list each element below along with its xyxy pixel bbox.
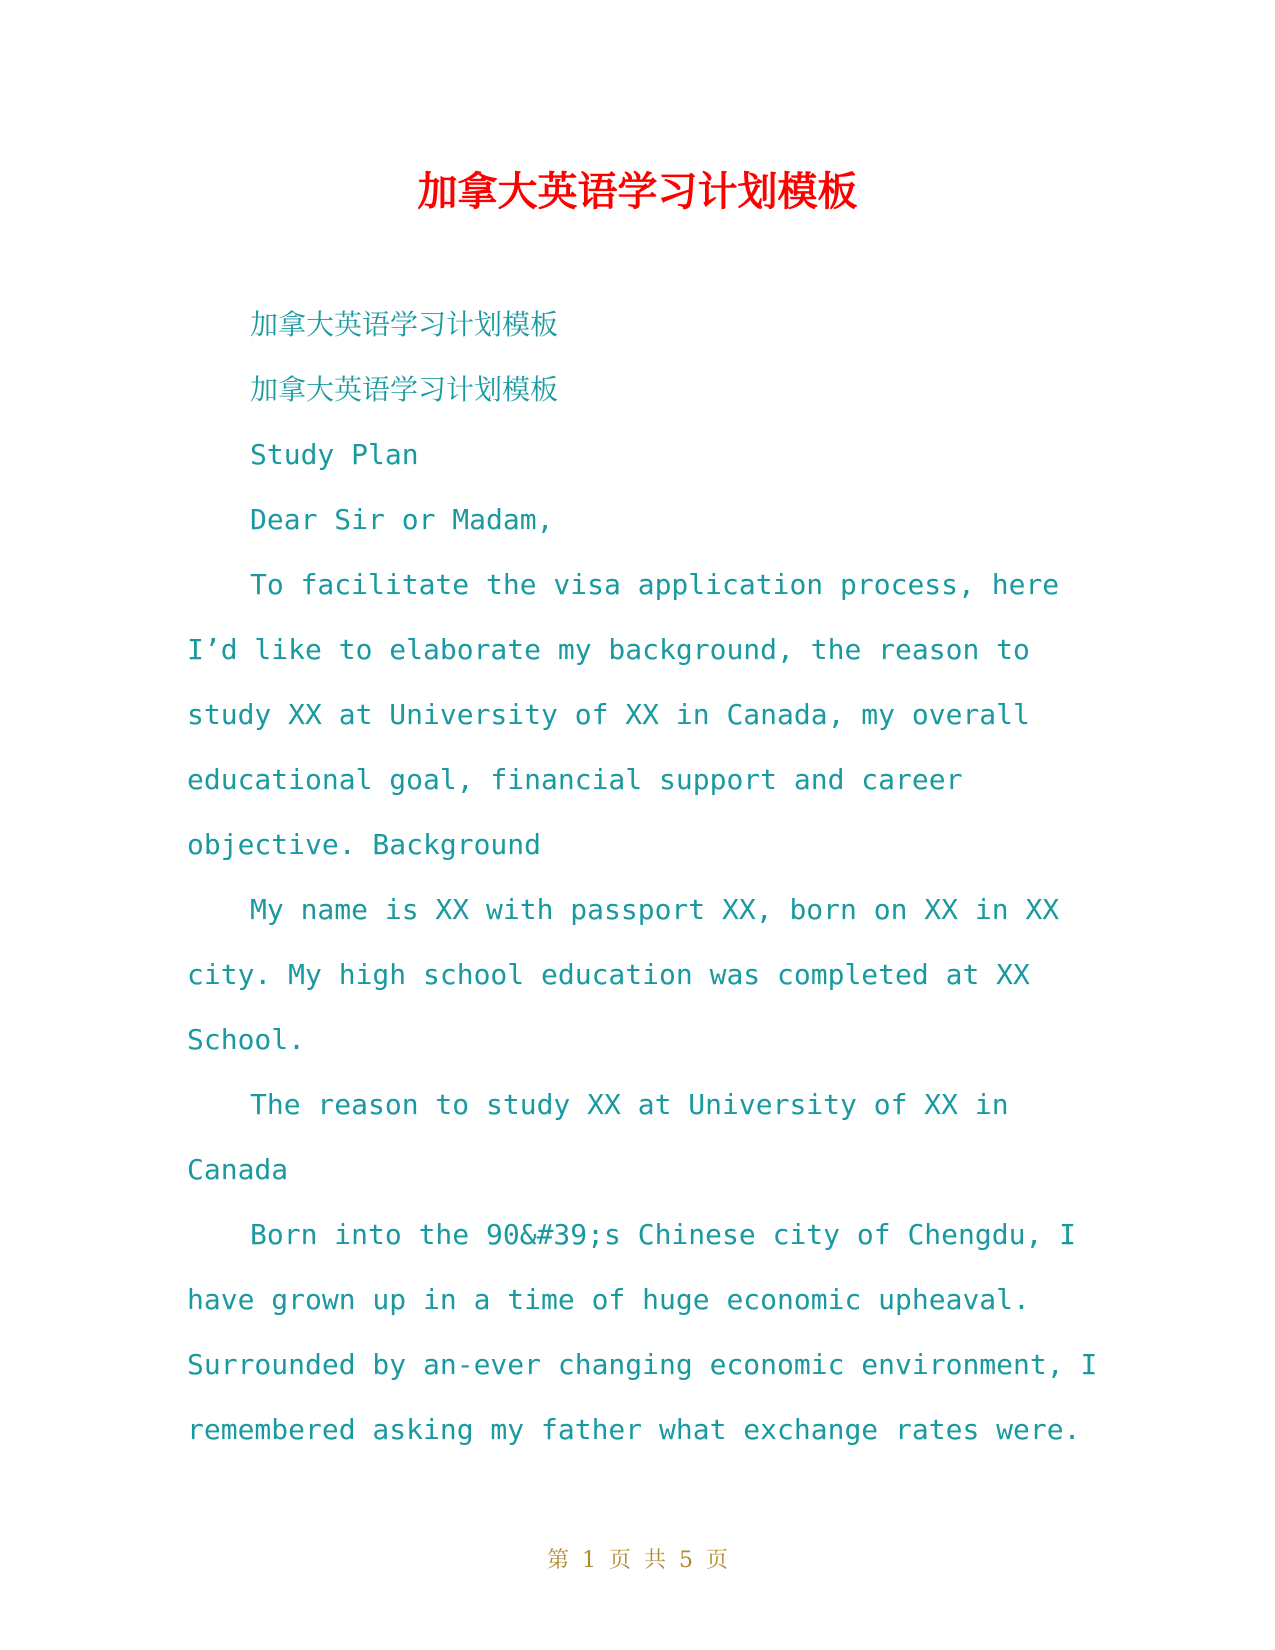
paragraph-line: city. My high school education was completed at XX [187,958,1030,991]
paragraph-line: educational goal, financial support and career [187,763,963,796]
paragraph-line: have grown up in a time of huge economic upheaval. [187,1283,1030,1316]
paragraph-line: School. [187,1023,306,1056]
heading-study-plan-text: Study Plan [250,438,419,471]
paragraph-line: The reason to study XX at University of XX in [250,1088,1009,1121]
paragraph-line: remembered asking my father what exchange rates were. [187,1413,1081,1446]
page-number-footer: 第 1 页 共 5 页 [547,1548,728,1573]
paragraph-line: study XX at University of XX in Canada, my overall [187,698,1030,731]
document-title: 加拿大英语学习计划模板 [417,169,858,215]
paragraph-line: Born into the 90&#39;s Chinese city of Chengdu, I [250,1218,1077,1251]
heading-study-plan [187,422,1087,487]
heading-line-1 [187,292,1087,357]
paragraph-line: Surrounded by an-ever changing economic environment, I [187,1348,1098,1381]
paragraph-born [187,1202,1098,1462]
paragraph-intro [187,552,1087,877]
paragraph-line: I’d like to elaborate my background, the reason to [187,633,1030,666]
paragraph-line: To facilitate the visa application process, here [250,568,1060,601]
heading-line-2 [187,357,1087,422]
paragraph-reason-heading [187,1072,1087,1202]
salutation [187,487,1087,552]
salutation-text: Dear Sir or Madam, [250,503,554,536]
paragraph-line: My name is XX with passport XX, born on XX in XX [250,893,1060,926]
paragraph-line: objective. Background [187,828,542,861]
heading-line-1-text: 加拿大英语学习计划模板 [250,308,559,341]
heading-line-2-text: 加拿大英语学习计划模板 [250,373,559,406]
document-body [187,292,1098,1462]
paragraph-background [187,877,1087,1072]
paragraph-line: Canada [187,1153,289,1186]
